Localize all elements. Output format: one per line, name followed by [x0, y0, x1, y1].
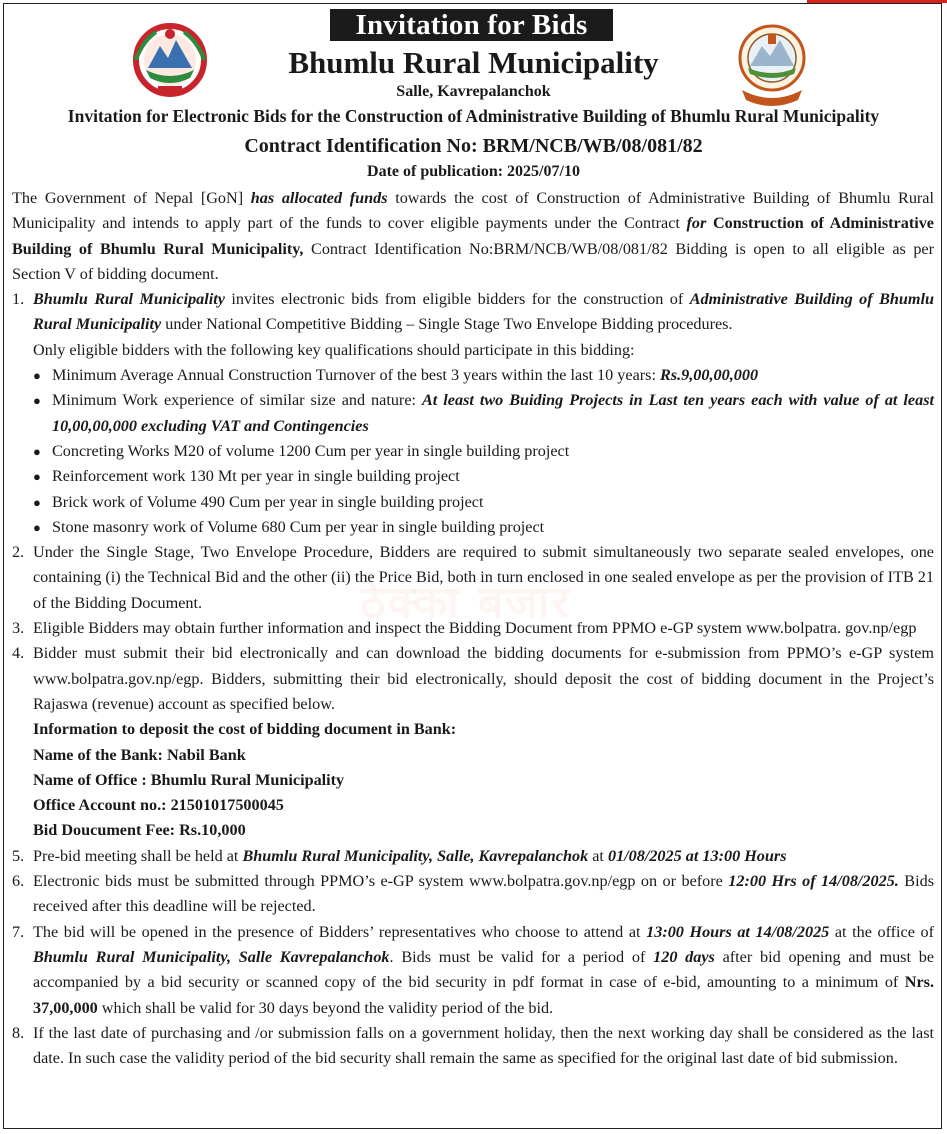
municipality-title: Bhumlu Rural Municipality: [288, 45, 659, 80]
clause-8: 8. If the last date of purchasing and /or submission falls on a government holiday, then the next working day shall be considered as the last date. In such case the validity period of the bid security shall remain the same as specified for the original last date of bid submission.: [12, 1021, 934, 1072]
clause-number: 5.: [12, 846, 25, 865]
clause-4: 4. Bidder must submit their bid electronically and can download the bidding documents for e-submission from PPMO’s e-GP system www.bolpatra.gov.np/egp. Bidders, submitting their bid electronically, should deposit the cost of bidding document in the Project’s Rajaswa (revenue) account as specified below.: [12, 641, 934, 717]
list-item: ● Minimum Work experience of similar size and nature: At least two Buiding Projects in Last ten years each with value of at least 10,00,00,000 excluding VAT and Contingencies: [33, 391, 934, 435]
clause-5: 5. Pre-bid meeting shall be held at Bhumlu Rural Municipality, Salle, Kavrepalanchok at 01/08/2025 at 13:00 Hours: [12, 844, 934, 869]
intro-paragraph: The Government of Nepal [GoN] has allocated funds towards the cost of Construction of Administrative Building of Bhumlu Rural Municipality and intends to apply part of the funds to cover eligible payments under the Contract for Construction of Administrative Building of Bhumlu Rural Municipality, Contract Identification No:BRM/NCB/WB/08/081/82 Bidding is open to all eligible as per Section V of bidding document.: [12, 189, 935, 283]
clause-2: 2. Under the Single Stage, Two Envelope Procedure, Bidders are required to submit simultaneously two separate sealed envelopes, one containing (i) the Technical Bid and the other (ii) the Price Bid, both in turn enclosed in one sealed envelope as per the provision of ITB 21 of the Bidding Document.: [12, 540, 934, 616]
clause-7: 7. The bid will be opened in the presence of Bidders’ representatives who choose to attend at 13:00 Hours at 14/08/2025 at the office of Bhumlu Rural Municipality, Salle Kavrepalanchok. Bids must be valid for a period of 120 days after bid opening and must be accompanied by a bid security or scanned copy of the bid security in pdf format in case of e-bid, amounting to a minimum of Nrs. 37,00,000 which shall be valid for 30 days beyond the validity period of the bid.: [12, 920, 934, 1021]
clause-3: 3. Eligible Bidders may obtain further information and inspect the Bidding Document from PPMO e-GP system www.bolpatra. gov.np/egp: [12, 616, 934, 641]
notice-body: [12, 186, 934, 1071]
clause-number: 3.: [12, 619, 25, 638]
notice-header: [0, 0, 947, 190]
office-account: Office Account no.: 21501017500045: [33, 796, 284, 815]
clause-6: 6. Electronic bids must be submitted through PPMO’s e-GP system www.bolpatra.gov.np/egp on or before 12:00 Hrs of 14/08/2025. Bids received after this deadline will be rejected.: [12, 869, 934, 920]
qualification-intro: Only eligible bidders with the following key qualifications should participate in this bidding:: [33, 340, 635, 359]
clause-1: 1. Bhumlu Rural Municipality invites electronic bids from eligible bidders for the construction of Administrative Building of Bhumlu Rural Municipality under National Competitive Bidding – Single Stage Two Envelope Bidding procedures.: [12, 287, 934, 338]
contract-identification: Contract Identification No: BRM/NCB/WB/08/081/82: [244, 135, 703, 157]
list-item: ● Concreting Works M20 of volume 1200 Cum per year in single building project: [33, 441, 570, 460]
list-item: ● Minimum Average Annual Construction Turnover of the best 3 years within the last 10 years: Rs.9,00,00,000: [33, 366, 759, 385]
notice-banner: Invitation for Bids: [330, 9, 613, 41]
municipality-address: Salle, Kavrepalanchok: [396, 83, 551, 100]
notice-subject: Invitation for Electronic Bids for the Construction of Administrative Building of Bhumlu Rural Municipality: [67, 106, 880, 126]
list-item: ● Reinforcement work 130 Mt per year in single building project: [33, 467, 460, 486]
bank-info-title: Information to deposit the cost of bidding document in Bank:: [33, 720, 457, 739]
clause-number: 7.: [12, 922, 25, 941]
list-item: ● Brick work of Volume 490 Cum per year in single building project: [33, 492, 484, 511]
clause-number: 8.: [12, 1023, 25, 1042]
office-name: Name of Office : Bhumlu Rural Municipality: [33, 770, 345, 789]
publication-date: Date of publication: 2025/07/10: [367, 163, 580, 180]
clause-number: 4.: [12, 644, 25, 663]
clause-number: 2.: [12, 543, 25, 562]
watermark: ठेक्का बजार: [360, 577, 572, 628]
clause-number: 1.: [12, 290, 25, 309]
clause-number: 6.: [12, 872, 25, 891]
bid-document-fee: Bid Doucument Fee: Rs.10,000: [33, 821, 246, 840]
qualification-list: [12, 363, 934, 540]
list-item: ● Stone masonry work of Volume 680 Cum per year in single building project: [33, 517, 545, 536]
bank-name: Name of the Bank: Nabil Bank: [33, 745, 246, 764]
